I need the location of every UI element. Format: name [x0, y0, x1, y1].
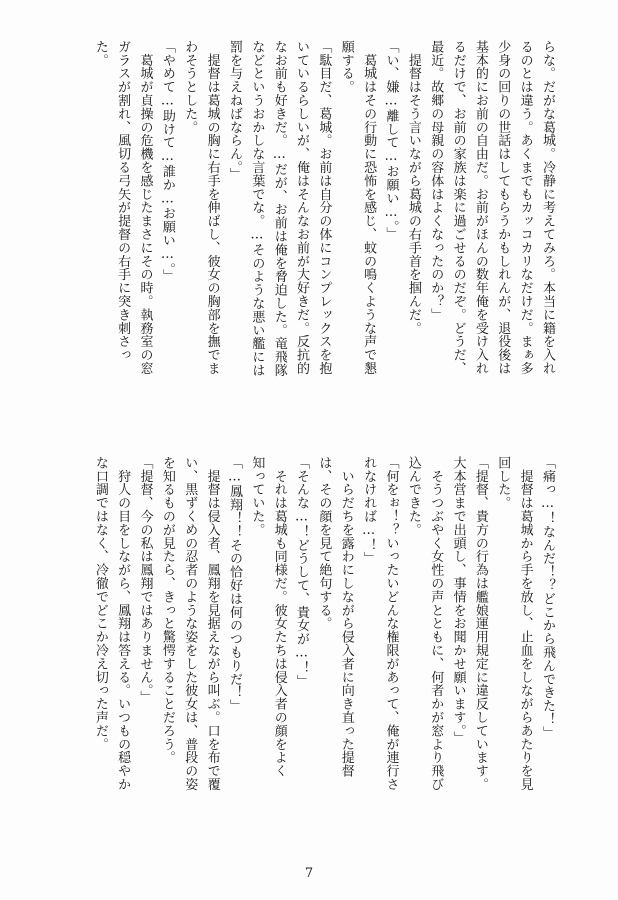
text-line: るだけで、お前の家族は楽に過ごせるのだぞ。どうだ、 [450, 40, 466, 375]
text-line: 願する。 [338, 40, 354, 94]
text-line: 葛城が貞操の危機を感じたまさにその時。執務室の窓 [137, 40, 153, 375]
text-line: 最近。故郷の母親の容体はよくなったのか？」 [428, 40, 444, 322]
text-line: 込んできた。 [405, 456, 421, 537]
text-line: いらだちを露わにしながら侵入者に向き直った提督 [338, 456, 354, 778]
text-line: れなければ…！」 [361, 456, 377, 566]
text-line: 提督は侵入者、鳳翔を見据えながら叫ぶ。口を布で覆 [204, 456, 220, 791]
text-line: 「…鳳翔！！その恰好は何のつもりだ！」 [226, 456, 242, 713]
text-line: を知るものが見たら、きっと驚愕することだろう。 [159, 456, 175, 765]
text-line: 回した。 [495, 456, 511, 510]
text-line: 「い、嫌…離して…お願い…。」 [383, 40, 399, 241]
text-line: そうつぶやく女性の声とともに、何者かが窓より飛び [428, 456, 444, 791]
text-line: などというおかしな言葉でな。…そのような悪い艦には [249, 40, 265, 377]
text-line: は、その顔を見て絶句する。 [316, 456, 332, 631]
text-line: な口調ではなく、冷徹でどこか冷え切った声だ。 [92, 456, 108, 751]
text-block-lower [88, 456, 558, 848]
text-line: 「そんな…！どうして、貴女が…！」 [294, 456, 310, 688]
text-line: い、黒ずくめの忍者のような姿をした彼女は、普段の姿 [182, 456, 198, 791]
text-line: 葛城はその行動に恐怖を感じ、蚊の鳴くような声で懇 [361, 40, 377, 375]
text-line: 提督は葛城の胸に右手を伸ばし、彼女の胸部を撫でま [204, 40, 220, 375]
text-line: 知っていた。 [249, 456, 265, 537]
text-line: 少身の回りの世話はしてもらうかもしれんが、退役後は [495, 40, 511, 375]
text-line: 提督はそう言いながら葛城の右手首を掴んだ。 [405, 40, 421, 335]
text-line: るのとは違う。あくまでもカッコカリなだけだ。まぁ多 [517, 40, 533, 375]
text-line: なお前も好きだ。…だが、お前は俺を脅迫した。竜飛隊 [271, 40, 287, 377]
text-line: らな。だがな葛城。冷静に考えてみろ。本当に籍を入れ [540, 40, 555, 375]
text-line: 基本的にお前の自由だ。お前がほんの数年俺を受け入れ [472, 40, 488, 375]
text-block-upper [88, 40, 558, 432]
text-line: ガラスが割れ、風切る弓矢が提督の右手に突き刺さっ [115, 40, 131, 362]
text-line: 「やめて…助けて…誰か…お願い…。」 [159, 40, 175, 283]
text-line: 提督は葛城から手を放し、止血をしながらあたりを見 [517, 456, 533, 791]
text-line: 大本営まで出頭し、事情をお聞かせ願います。」 [450, 456, 466, 745]
text-line: た。 [92, 40, 108, 67]
text-line: 「提督、貴方の行為は艦娘運用規定に違反しています。 [472, 456, 488, 791]
text-line: 「提督、今の私は鳳翔ではありません。」 [137, 456, 153, 705]
text-line: 罰を与えねばならん。」 [226, 40, 242, 181]
text-line: 「何をぉ！？いったいどんな権限があって、俺が連行さ [383, 456, 399, 791]
text-line: 「痛っ…！なんだ！？どこから飛んできた！」 [540, 456, 555, 740]
text-line: いているらしいが、俺はそんなお前が大好きだ。反抗的 [294, 40, 310, 375]
text-line: わそうとした。 [182, 40, 198, 134]
page-number: 7 [304, 866, 314, 881]
text-line: 狩人の目をしながら、鳳翔は答える。いつもの穏やか [115, 456, 131, 791]
text-line: 「駄目だ、葛城。お前は自分の体にコンプレックスを抱 [316, 40, 332, 375]
text-line: それは葛城も同様だ。彼女たちは侵入者の顔をよく [271, 456, 287, 778]
